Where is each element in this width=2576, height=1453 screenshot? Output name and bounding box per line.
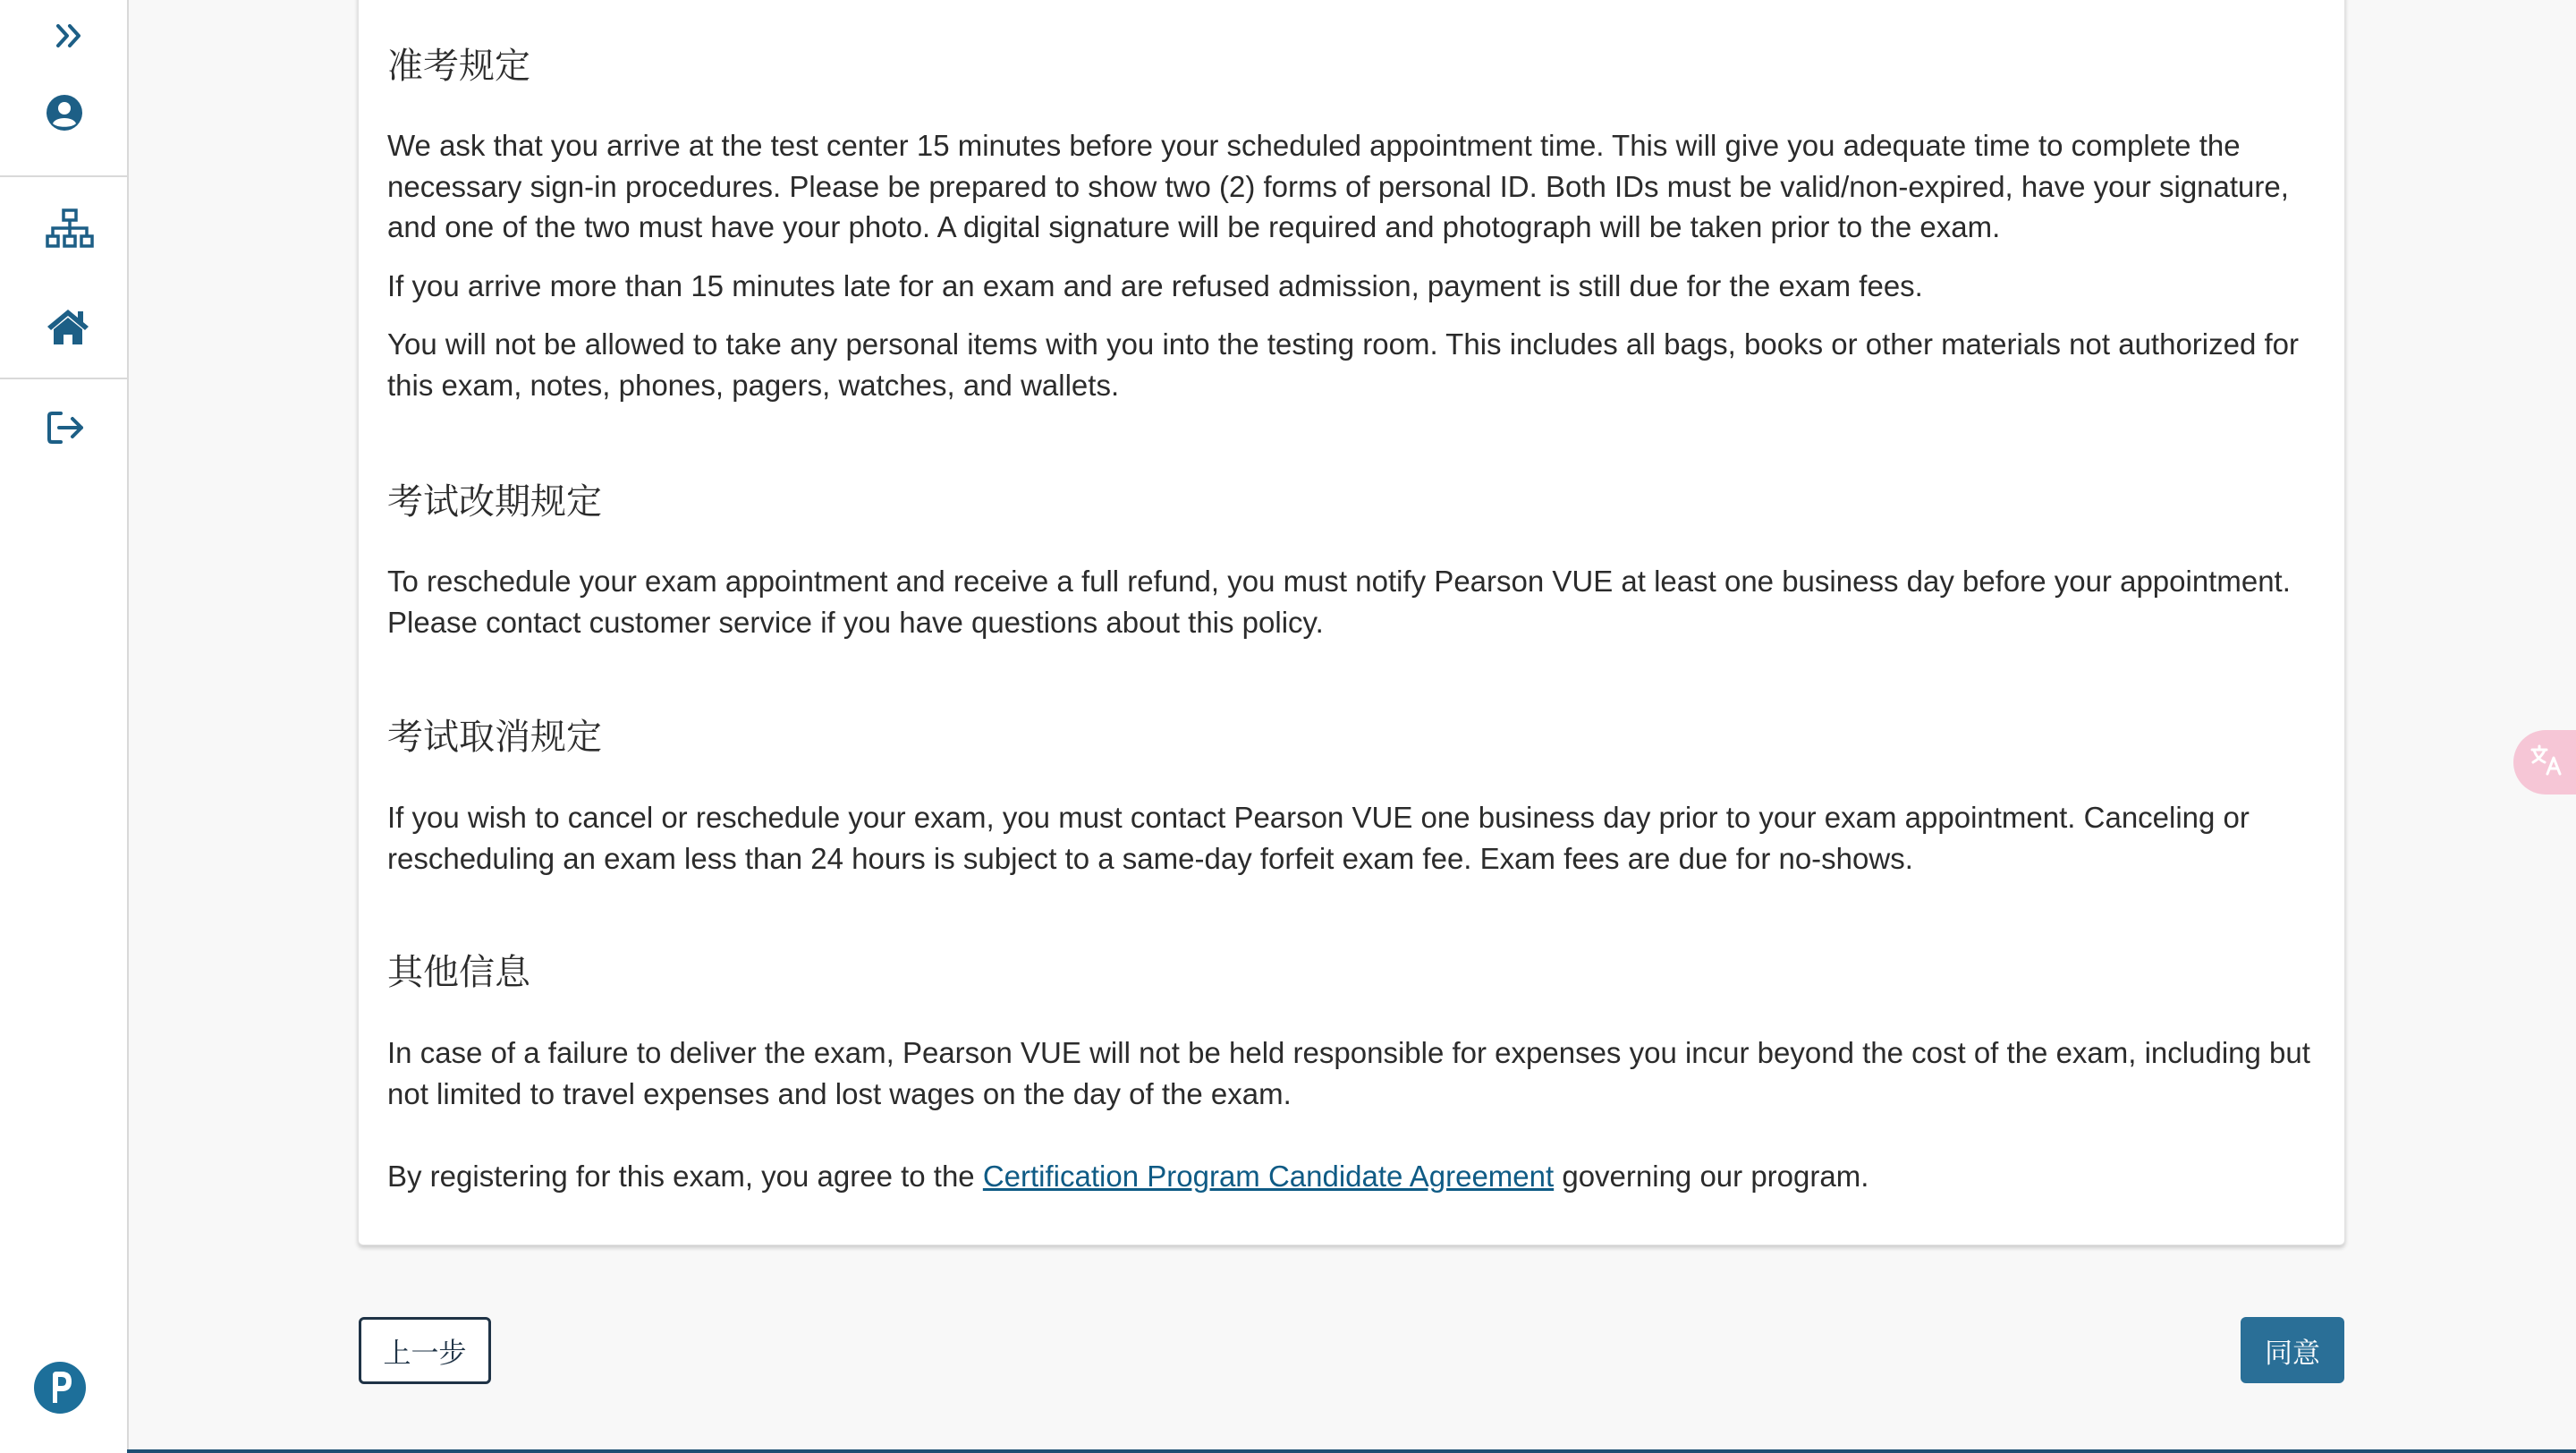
cancellation-paragraph: If you wish to cancel or reschedule your exam, you must contact Pearson VUE one business day prior to your exam appointment. Canceling or rescheduling an exam less than 24 hours is subject to a same-day forfeit exam fee. Exam fees are due for no-shows. bbox=[387, 801, 2250, 875]
admission-paragraph-1: We ask that you arrive at the test center 15 minutes before your scheduled appointment time. This will give you adequate time to complete the necessary sign-in procedures. Please be prepared to show two (2) forms of personal ID. Both IDs must be valid/non-expired, have your signature, and one of the two must have your photo. A digital signature will be required and photograph will be taken prior to the exam. bbox=[387, 129, 2289, 243]
other-info-paragraph: In case of a failure to deliver the exam, Pearson VUE will not be held responsible for expenses you incur beyond the cost of the exam, including but not limited to travel expenses and lost wages on the day of the exam. bbox=[387, 1036, 2310, 1110]
previous-step-button[interactable]: 上一步 bbox=[359, 1317, 491, 1384]
candidate-agreement-link[interactable]: Certification Program Candidate Agreement bbox=[982, 1160, 1555, 1193]
bottom-border bbox=[127, 1449, 2576, 1453]
agree-button[interactable]: 同意 bbox=[2241, 1317, 2344, 1383]
sidebar-divider bbox=[0, 378, 127, 379]
section-title-cancellation: 考试取消规定 bbox=[387, 717, 602, 758]
section-title-other-info: 其他信息 bbox=[387, 952, 530, 993]
admission-paragraph-2: If you arrive more than 15 minutes late for an exam and are refused admission, payment is still due for the exam fees. bbox=[387, 269, 1923, 302]
home-icon[interactable] bbox=[45, 306, 91, 347]
translate-widget[interactable] bbox=[2513, 730, 2576, 794]
user-circle-icon[interactable] bbox=[45, 93, 84, 132]
agreement-suffix: governing our program. bbox=[1562, 1160, 1869, 1193]
translate-icon bbox=[2529, 743, 2563, 782]
agreement-prefix: By registering for this exam, you agree to the bbox=[387, 1160, 975, 1193]
sidebar-divider bbox=[0, 175, 127, 177]
section-title-reschedule: 考试改期规定 bbox=[387, 481, 602, 523]
admission-paragraph-3: You will not be allowed to take any personal items with you into the testing room. This includes all bags, books or other materials not authorized for this exam, notes, phones, pagers, watches, and wallets. bbox=[387, 327, 2300, 402]
sitemap-icon[interactable] bbox=[45, 208, 95, 249]
pearson-logo-icon bbox=[32, 1360, 88, 1415]
agreement-sentence bbox=[387, 1156, 2319, 1197]
reschedule-paragraph: To reschedule your exam appointment and receive a full refund, you must notify Pearson VUE at least one business day before your appointment. Please contact customer service if you have questions about this policy. bbox=[387, 565, 2291, 639]
sidebar bbox=[0, 0, 129, 1453]
sign-out-icon[interactable] bbox=[45, 408, 88, 447]
double-chevron-right-icon[interactable] bbox=[50, 18, 89, 54]
section-title-admission: 准考规定 bbox=[387, 46, 530, 87]
